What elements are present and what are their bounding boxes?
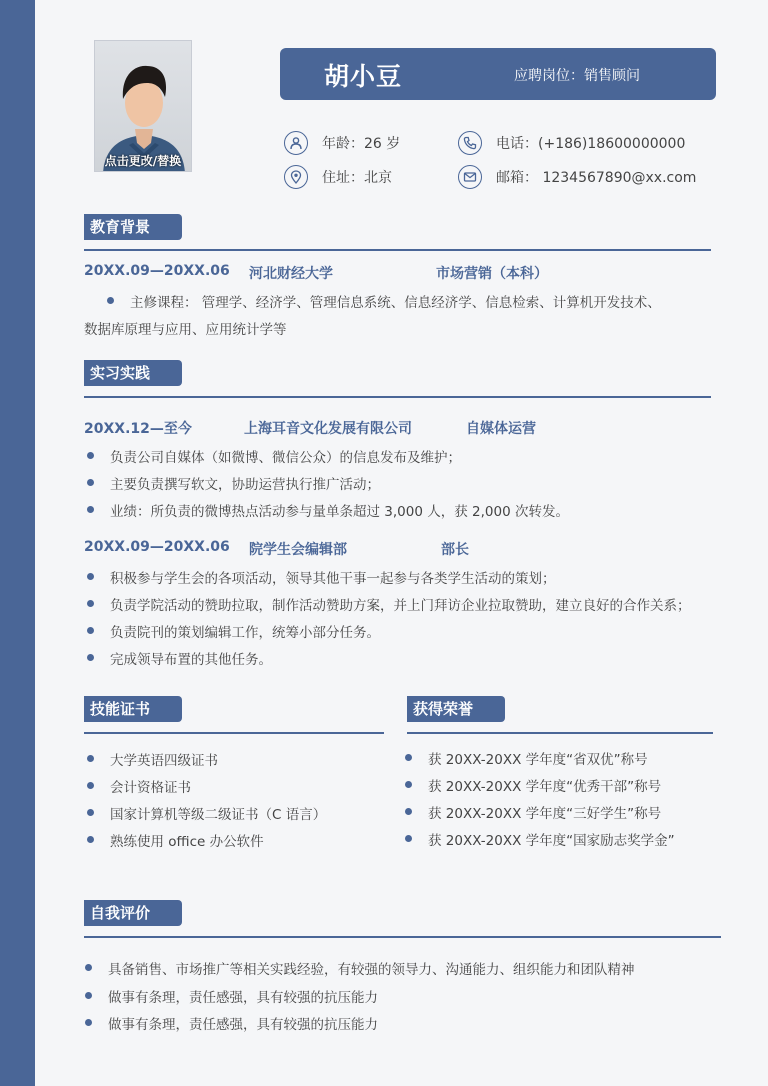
edu-courses-cont: 数据库原理与应用、应用统计学等 <box>84 322 287 338</box>
list-item: 获 20XX-20XX 学年度“国家励志奖学金” <box>402 829 675 849</box>
list-item: 做事有条理，责任感强，具有较强的抗压能力 <box>82 986 378 1006</box>
phone-icon <box>458 131 482 155</box>
section-title-skills: 技能证书 <box>84 696 182 722</box>
list-item: 积极参与学生会的各项活动，领导其他干事一起参与各类学生活动的策划； <box>84 567 556 587</box>
section-divider <box>84 936 721 938</box>
section-title-honors: 获得荣誉 <box>407 696 505 722</box>
location-icon <box>284 165 308 189</box>
list-item: 主要负责撰写软文，协助运营执行推广活动； <box>84 473 380 493</box>
section-divider <box>84 396 711 398</box>
job-period: 20XX.12—至今 <box>84 421 192 437</box>
job-org: 院学生会编辑部 <box>249 542 347 558</box>
job-role: 自媒体运营 <box>466 421 536 437</box>
name-banner <box>280 48 716 100</box>
edu-major: 市场营销（本科） <box>436 266 548 282</box>
list-item: 负责公司自媒体（如微博、微信公众）的信息发布及维护； <box>84 446 461 466</box>
list-item: 负责院刊的策划编辑工作，统筹小部分任务。 <box>84 621 380 641</box>
list-item: 获 20XX-20XX 学年度“三好学生”称号 <box>402 802 661 822</box>
email-info <box>458 165 696 189</box>
job-org: 上海耳音文化发展有限公司 <box>244 421 412 437</box>
list-item: 国家计算机等级二级证书（C 语言） <box>84 803 326 823</box>
left-sidebar-band <box>0 0 35 1086</box>
job-role: 部长 <box>441 542 469 558</box>
candidate-name: 胡小豆 <box>324 62 403 91</box>
job-target: 应聘岗位：销售顾问 <box>514 68 640 84</box>
list-item: 获 20XX-20XX 学年度“优秀干部”称号 <box>402 775 661 795</box>
phone-info <box>458 131 685 155</box>
edu-period: 20XX.09—20XX.06 <box>84 263 230 279</box>
section-divider <box>84 249 711 251</box>
list-item: 负责学院活动的赞助拉取，制作活动赞助方案，并上门拜访企业拉取赞助，建立良好的合作关系； <box>84 594 691 614</box>
list-item: 熟练使用 office 办公软件 <box>84 830 264 850</box>
list-item: 大学英语四级证书 <box>84 749 218 769</box>
address-text: 住址：北京 <box>322 170 392 186</box>
email-text: 邮箱： 1234567890@xx.com <box>496 170 697 186</box>
profile-photo[interactable] <box>94 40 192 172</box>
person-icon <box>284 131 308 155</box>
list-item: 业绩：所负责的微博热点活动参与量单条超过 3,000 人，获 2,000 次转发。 <box>84 500 569 520</box>
list-item: 做事有条理，责任感强，具有较强的抗压能力 <box>82 1013 378 1033</box>
phone-text: 电话：(+186)18600000000 <box>496 136 686 152</box>
age-info <box>284 131 400 155</box>
edu-courses: 主修课程： 管理学、经济学、管理信息系统、信息经济学、信息检索、计算机开发技术、 <box>104 291 661 311</box>
list-item: 会计资格证书 <box>84 776 191 796</box>
mail-icon <box>458 165 482 189</box>
section-title-self-eval: 自我评价 <box>84 900 182 926</box>
job-period: 20XX.09—20XX.06 <box>84 539 230 555</box>
list-item: 具备销售、市场推广等相关实践经验，有较强的领导力、沟通能力、组织能力和团队精神 <box>82 958 635 978</box>
age-text: 年龄：26 岁 <box>322 136 401 152</box>
section-divider <box>84 732 384 734</box>
photo-caption[interactable]: 点击更改/替换 <box>104 154 182 168</box>
section-title-education: 教育背景 <box>84 214 182 240</box>
list-item: 获 20XX-20XX 学年度“省双优”称号 <box>402 748 648 768</box>
section-divider <box>407 732 713 734</box>
edu-school: 河北财经大学 <box>249 266 333 282</box>
section-title-internship: 实习实践 <box>84 360 182 386</box>
list-item: 完成领导布置的其他任务。 <box>84 648 272 668</box>
address-info <box>284 165 392 189</box>
